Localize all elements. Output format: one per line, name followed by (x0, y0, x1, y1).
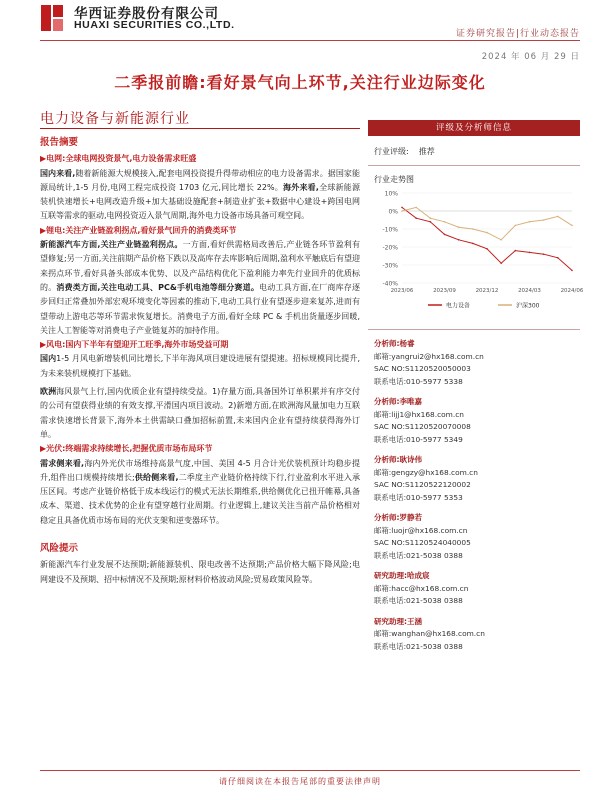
rating-label: 行业评级: (374, 147, 409, 156)
company-name-cn: 华西证券股份有限公司 (74, 6, 219, 22)
analyst-role: 研究助理:哈成宸 (374, 571, 430, 580)
legend-label: 沪深300 (516, 302, 540, 310)
analyst-card (374, 570, 580, 608)
trend-chart-svg (368, 187, 584, 317)
analyst-email[interactable]: 邮箱:luojr@hx168.com.cn (374, 525, 468, 535)
analyst-list (368, 338, 580, 653)
analyst-phone: 联系电话:010-5977 5353 (374, 492, 463, 502)
rating-value: 推荐 (418, 147, 435, 156)
analyst-sac: SAC NO:S1120524040005 (374, 538, 471, 547)
section-grid (40, 152, 360, 223)
data-point (430, 221, 432, 223)
section-paragraph: 国内1-5 月风电新增装机同比增长,下半年海风项目建设进展有望提速。招标规模同比提升,为未来装机规模打下基础。 (40, 354, 360, 378)
analyst-card (374, 616, 580, 654)
analyst-card (374, 396, 580, 446)
analyst-role: 分析师:李唯嘉 (374, 397, 422, 406)
section-wind (40, 338, 360, 442)
risk-text: 新能源汽车行业发展不达预期;新能源装机、限电改善不达预期;产品价格大幅下降风险;电网建设不及预期、招中标情况不及预期;原材料价格波动风险;贸易政策风险等。 (40, 560, 360, 584)
section-tag: ▶电网:全球电网投资景气,电力设备需求旺盛 (40, 154, 197, 164)
summary-heading: 报告摘要 (40, 137, 79, 148)
analyst-email[interactable]: 邮箱:lijj1@hx168.com.cn (374, 409, 464, 419)
report-date: 2024 年 06 月 29 日 (481, 52, 580, 62)
section-paragraph: 欧洲海风景气上行,国内优质企业有望持续受益。1)存量方面,具备国外订单积累并有序交付的公司有望获得业绩的有效支撑,平滑国内项目波动。2)新增方面,在欧洲海风量加电力互联需求快速增长背景下,海外本土供需缺口叠加招标前置,未来国内企业有望持续获得海外订单。 (40, 387, 361, 439)
section-tag: ▶锂电:关注产业链盈利拐点,看好景气回升的消费类环节 (40, 225, 237, 235)
analyst-sac: SAC NO:S1120522120002 (374, 480, 471, 489)
section-tag: ▶光伏:终端需求持续增长,把握优质市场布局环节 (40, 444, 213, 454)
data-point (472, 243, 474, 245)
analyst-email[interactable]: 邮箱:hacc@hx168.com.cn (374, 583, 469, 593)
data-point (430, 217, 432, 219)
data-point (571, 270, 573, 272)
data-point (444, 234, 446, 236)
data-point (571, 225, 573, 227)
company-name-en: HUAXI SECURITIES CO.,LTD. (74, 19, 235, 31)
trend-title: 行业走势图 (374, 175, 414, 184)
sidebar-divider (368, 165, 580, 166)
analyst-phone: 联系电话:010-5977 5338 (374, 376, 463, 386)
sidebar (368, 120, 584, 653)
analyst-role: 研究助理:王涵 (374, 616, 422, 626)
data-point (486, 232, 488, 234)
section-lithium (40, 224, 360, 338)
data-point (415, 207, 417, 209)
section-tag: ▶风电:国内下半年有望迎开工旺季,海外市场受益可期 (40, 340, 229, 350)
data-point (444, 221, 446, 223)
data-point (557, 216, 559, 218)
y-tick-label: -20% (382, 244, 398, 252)
x-tick-label: 2023/12 (475, 288, 499, 294)
legend-label: 电力设备 (446, 302, 471, 310)
report-title: 二季报前瞻:看好景气向上环节,关注行业边际变化 (114, 73, 486, 92)
x-tick-label: 2024/03 (518, 288, 541, 294)
data-point (472, 228, 474, 230)
footer-divider (40, 770, 580, 771)
analyst-phone: 联系电话:010-5977 5349 (374, 434, 463, 444)
data-point (458, 226, 460, 228)
industry-rating (374, 146, 580, 157)
section-paragraph: 国内来看,随着新能源大规模接入,配套电网投资提升得带动相应的电力设备需求。据国家能源局统计,1-5 月份,电网工程完成投资 1703 亿元,同比增长 22%。海外来看,全球新能源装机快速增长+电网改造升级+加大基础设施配套+制造业扩张+数据中心建设+跨国电网互联等需求的驱动,电网投资迈入景气周期,海外电力设备市场具备可观空间。 (40, 168, 360, 221)
data-point (500, 239, 502, 241)
y-tick-label: 0% (388, 208, 398, 216)
series-line-power-equipment (402, 207, 572, 270)
y-tick-label: -30% (382, 262, 398, 270)
analyst-email[interactable]: 邮箱:gengzy@hx168.com.cn (374, 467, 478, 477)
trend-chart (368, 187, 584, 321)
data-point (486, 248, 488, 250)
data-point (515, 250, 517, 252)
y-tick-label: -40% (382, 280, 398, 288)
report-type: 证券研究报告|行业动态报告 (455, 29, 580, 39)
sidebar-divider (368, 329, 580, 330)
series-line-csi300 (402, 207, 572, 239)
analyst-email[interactable]: 邮箱:wanghan@hx168.com.cn (374, 629, 485, 638)
analyst-phone: 联系电话:021-5038 0388 (374, 596, 463, 605)
analyst-role: 分析师:罗静若 (374, 513, 422, 522)
data-point (401, 207, 403, 209)
section-paragraph: 新能源汽车方面,关注产业链盈利拐点。一方面,看好供需格局改善后,产业链各环节盈利有望修复;另一方面,关注前期产品价格下跌以及高库存去库影响后周期,盈利水平触底后有望迎来拐点环节,看好具备头部成本优势、以及产品结构优化下盈利能力率先行业回升的优质标的。消费类方面,关注电动工具、PC&手机电池等细分赛道。电动工具方面,在厂商库存逐步回归正常叠加外部宏观环境变化等因素的推动下,电动工具行业有望逐步迎来复苏,进而有望带动上游电芯等环节需求恢复增长。消费电子方面,看好全球 PC & 手机出货量逐步回暖,关注人工智能等对消费电子产业链复苏的加持作用。 (40, 240, 361, 335)
analyst-card (374, 512, 580, 562)
company-logo (40, 4, 70, 34)
data-point (458, 239, 460, 241)
analyst-email[interactable]: 邮箱:yangrui2@hx168.com.cn (374, 351, 484, 361)
sidebar-header: 评级及分析师信息 (368, 120, 580, 136)
data-point (557, 257, 559, 259)
huaxi-logo-icon (40, 4, 70, 34)
data-point (529, 252, 531, 254)
sector-divider (40, 128, 360, 129)
y-tick-label: -10% (382, 226, 398, 234)
data-point (543, 253, 545, 255)
analyst-sac: SAC NO:S1120520050003 (374, 364, 471, 373)
header-divider (40, 40, 580, 41)
y-tick-label: 10% (384, 190, 398, 198)
analyst-sac: SAC NO:S1120520070008 (374, 422, 471, 431)
section-solar (40, 442, 360, 528)
risk-heading: 风险提示 (40, 543, 79, 555)
x-tick-label: 2024/06 (560, 288, 584, 294)
data-point (515, 225, 517, 227)
data-point (500, 262, 502, 264)
analyst-card (374, 338, 580, 388)
data-point (415, 217, 417, 219)
analyst-card (374, 454, 580, 504)
sector-name: 电力设备与新能源行业 (40, 111, 190, 127)
analyst-phone: 联系电话:021-5038 0388 (374, 641, 463, 651)
analyst-role: 分析师:耿诗伟 (374, 455, 422, 464)
summary-column (40, 136, 360, 587)
section-paragraph: 需求侧来看,海内外光伏市场维持高景气度,中国、美国 4-5 月合计光伏装机预计均稳步提升,组件出口规模持续增长;供给侧来看,二季度主产业链价格持续下行,行业盈利水平进入承压区间。考虑产业链价格低于成本线运行的模式无法长期维系,供给侧优化已扭开帷幕,具备成本、渠道、技术优势的企业有望穿越行业周期。行业逻辑上,建议关注当前产品价格相对稳定且具备优质市场布局的光伏支架和逆变器环节。 (40, 458, 360, 525)
x-tick-label: 2023/06 (390, 288, 414, 294)
data-point (529, 221, 531, 223)
legal-footer: 请仔细阅读在本报告尾部的重要法律声明 (219, 777, 381, 786)
x-tick-label: 2023/09 (433, 288, 456, 294)
analyst-phone: 联系电话:021-5038 0388 (374, 550, 463, 560)
data-point (543, 219, 545, 221)
analyst-role: 分析师:杨睿 (374, 339, 415, 348)
data-point (401, 210, 403, 212)
